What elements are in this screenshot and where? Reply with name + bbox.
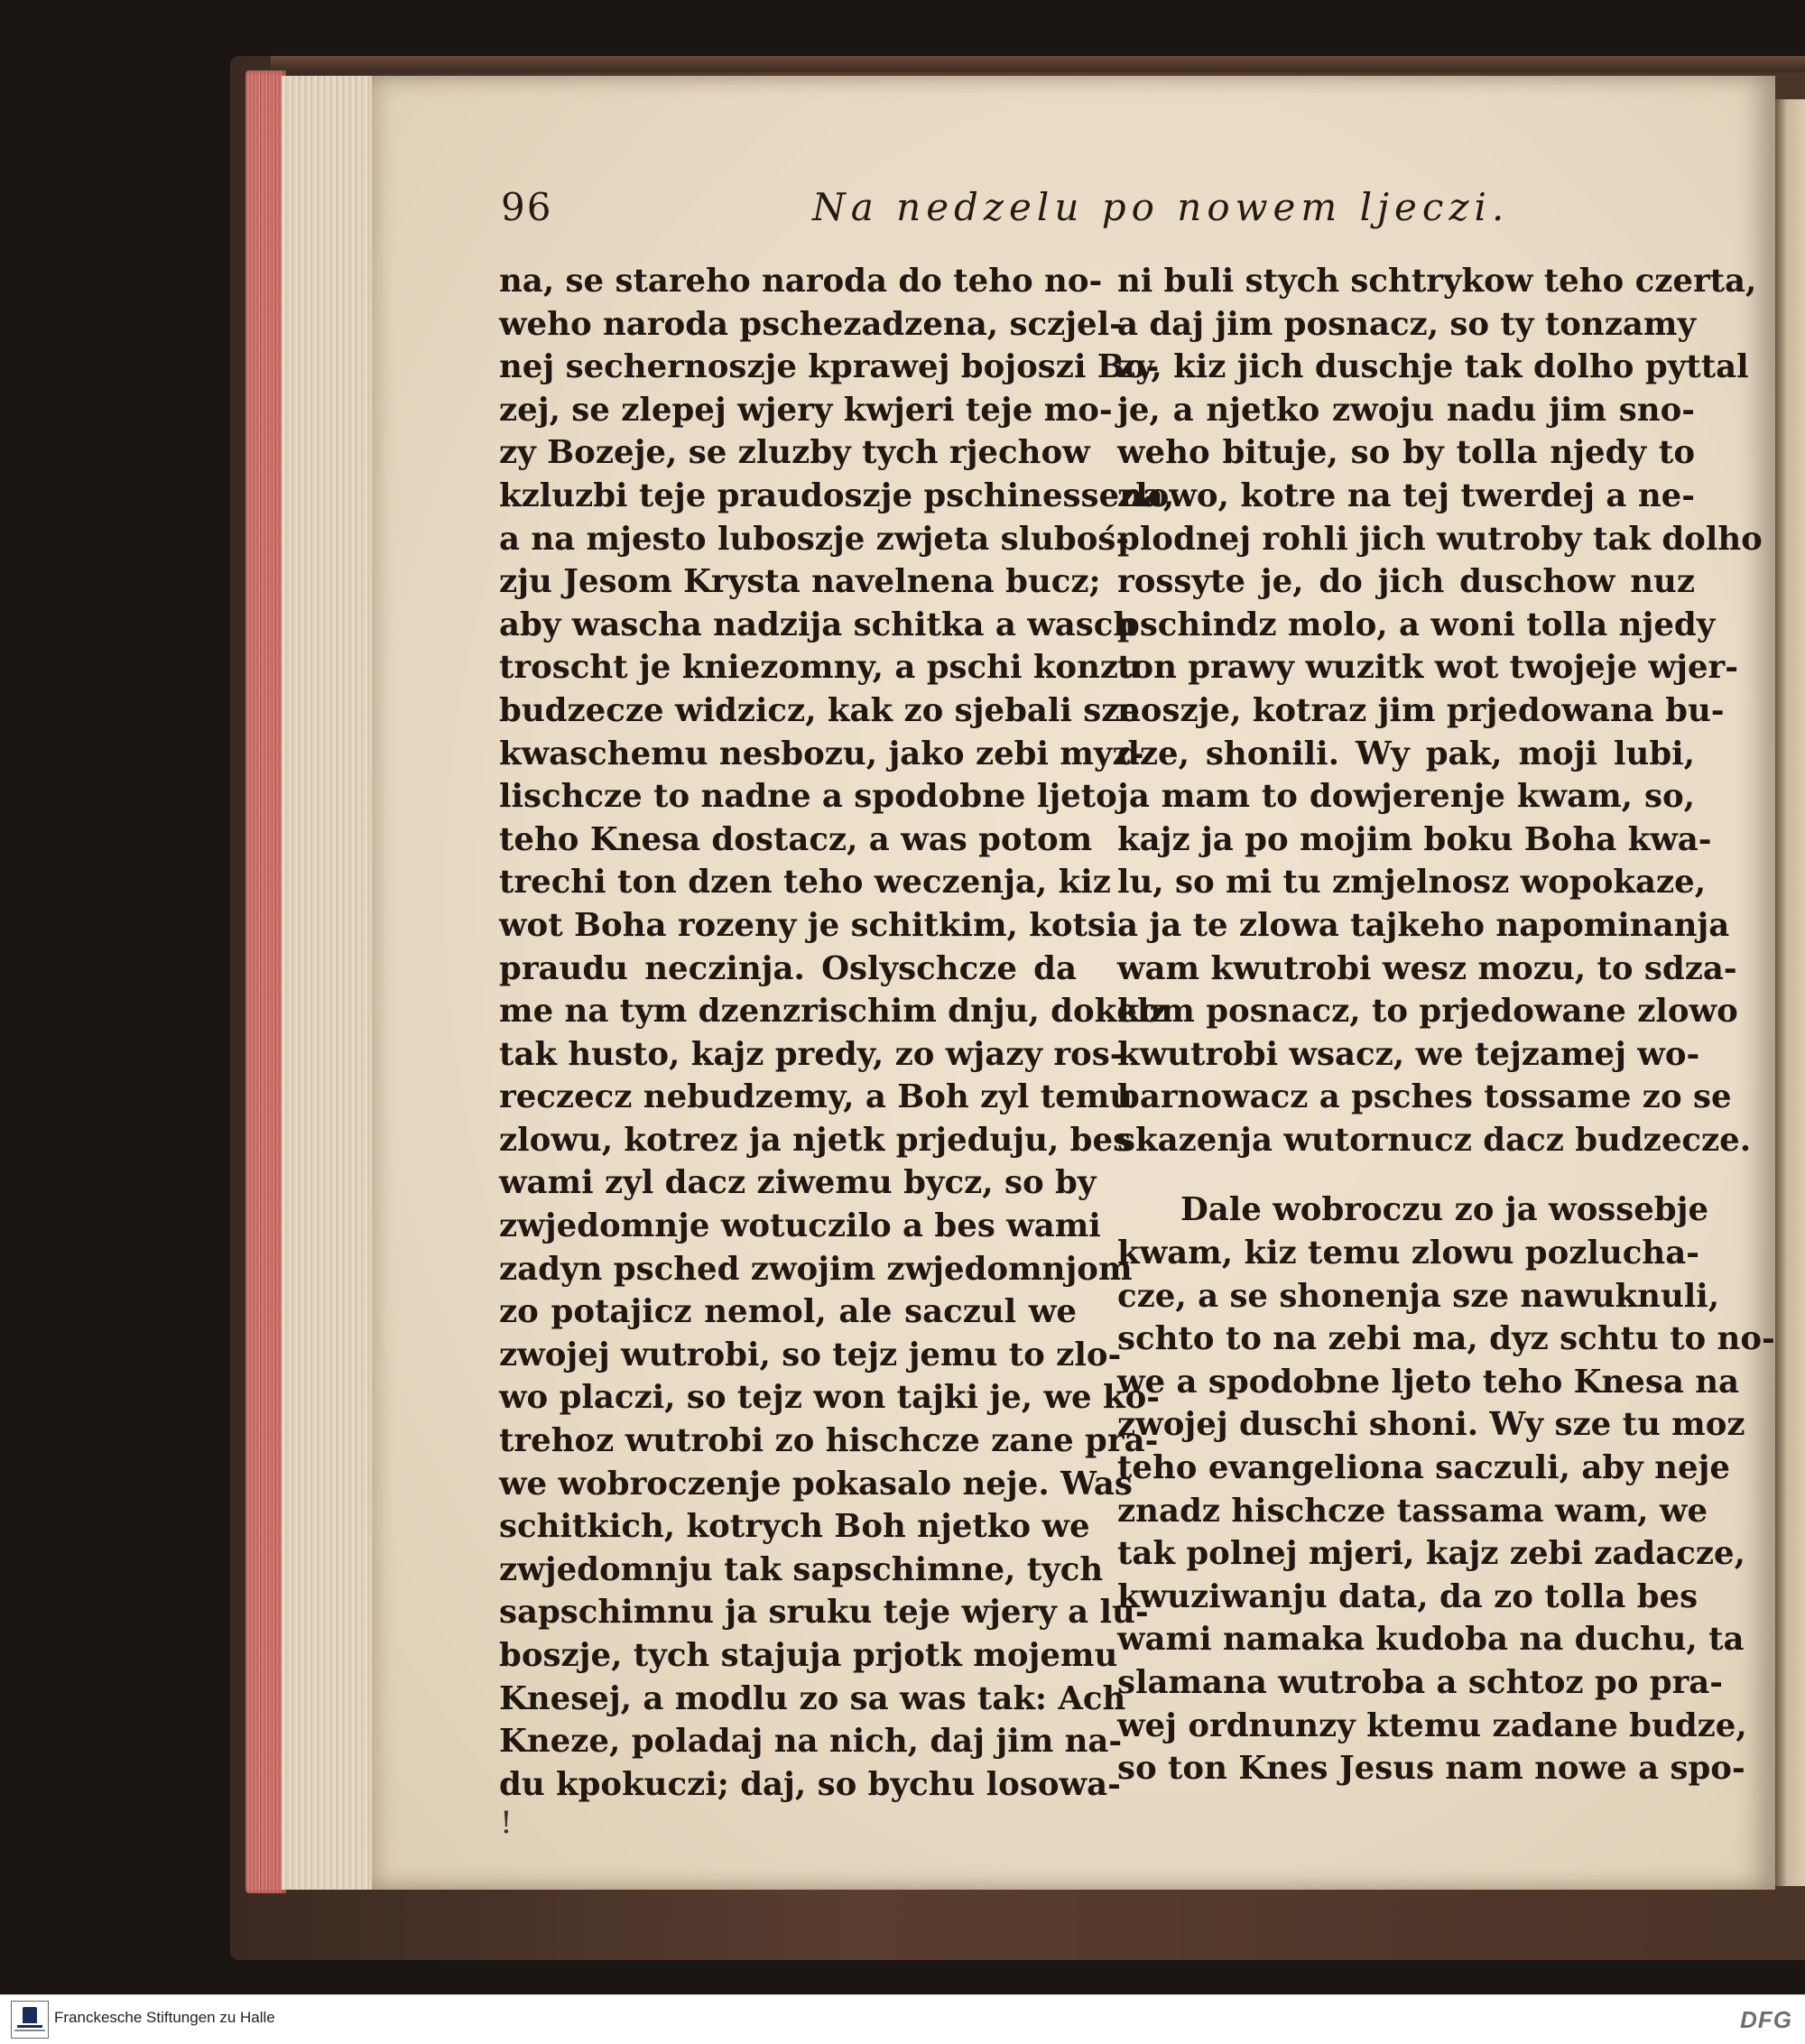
text-line: budzecze widzicz, kak zo sjebali sze — [499, 691, 1140, 729]
text-line: trechi ton dzen teho weczenja, kiz — [499, 864, 1111, 902]
text-line: skazenja wutornucz dacz budzecze. — [1117, 1121, 1752, 1159]
facing-page-edge — [1775, 99, 1805, 1886]
text-line: zadyn psched zwojim zwjedomnjom — [499, 1250, 1133, 1288]
text-line: wej ordnunzy ktemu zadane budze, — [1117, 1706, 1747, 1744]
page-header — [501, 185, 1719, 239]
text-line: zy, kiz jich duschje tak dolho pyttal — [1117, 348, 1749, 386]
text-line: Kneze, poladaj na nich, daj jim na- — [499, 1723, 1123, 1761]
text-line: schto to na zebi ma, dyz schtu to no- — [1117, 1320, 1775, 1358]
institution-name[interactable]: Franckesche Stiftungen zu Halle — [54, 2009, 275, 2026]
text-line: barnowacz a psches tossame zo se — [1117, 1078, 1732, 1116]
page-number: 96 — [501, 185, 553, 229]
text-line: a ja te zlowa tajkeho napominanja — [1117, 906, 1730, 944]
text-line: zy Bozeje, se zluzby tych rjechow — [499, 434, 1090, 472]
text-line: so ton Knes Jesus nam nowe a spo- — [1117, 1750, 1745, 1788]
text-line: zwjedomnje wotuczilo a bes wami — [499, 1207, 1101, 1245]
text-line: wam kwutrobi wesz mozu, to sdza- — [1117, 949, 1737, 987]
text-line: ja mam to dowjerenje kwam, so, — [1117, 778, 1695, 816]
text-line: kwuziwanju data, da zo tolla bes — [1117, 1577, 1699, 1615]
text-line: Knesej, a modlu zo sa was tak: Ach — [499, 1679, 1126, 1717]
right-text-column — [1117, 260, 1775, 1790]
stray-mark: ! — [500, 1805, 513, 1841]
text-line: kwutrobi wsacz, we tejzamej wo- — [1117, 1035, 1700, 1073]
text-line: schitkich, kotrych Boh njetko we — [499, 1508, 1090, 1546]
text-line: plodnej rohli jich wutroby tak dolho — [1117, 520, 1763, 558]
text-line: zwjedomnju tak sapschimne, tych — [499, 1550, 1104, 1588]
text-line: a na mjesto luboszje zwjeta sluboś- — [499, 520, 1130, 558]
text-line: praudu neczinja. Oslyschcze da — [499, 949, 1077, 987]
text-line: me na tym dzenzrischim dnju, dokelz — [499, 993, 1168, 1031]
text-line: boszje, tych stajuja prjotk mojemu — [499, 1637, 1118, 1674]
page-stack — [282, 76, 381, 1890]
text-line: nej sechernoszje kprawej bojoszi Bo- — [499, 348, 1160, 386]
text-line: zju Jesom Krysta navelnena bucz; — [499, 563, 1101, 601]
text-line: zwojej duschi shoni. Wy sze tu moz — [1117, 1406, 1745, 1444]
text-line: du kpokuczi; daj, so bychu losowa- — [499, 1765, 1121, 1803]
text-line: wot Boha rozeny je schitkim, kotsi — [499, 906, 1118, 944]
text-line: trehoz wutrobi zo hischcze zane pra- — [499, 1422, 1159, 1460]
text-line: teho Knesa dostacz, a was potom — [499, 820, 1093, 858]
text-line: na, se stareho naroda do teho no- — [499, 263, 1103, 300]
text-line: a daj jim posnacz, so ty tonzamy — [1117, 305, 1697, 343]
text-line: slamana wutroba a schtoz po pra- — [1117, 1664, 1724, 1701]
text-line: kom posnacz, to prjedowane zlowo — [1117, 993, 1738, 1031]
text-line: zwojej wutrobi, so tejz jemu to zlo- — [499, 1336, 1122, 1373]
text-line: lu, so mi tu zmjelnosz wopokaze, — [1117, 864, 1707, 902]
text-line: we a spodobne ljeto teho Knesa na — [1117, 1363, 1740, 1401]
text-line: kwaschemu nesbozu, jako zebi myz- — [499, 735, 1144, 772]
text-line: znadz hischcze tassama wam, we — [1117, 1492, 1708, 1530]
text-line: weho naroda pschezadzena, sczjel- — [499, 305, 1123, 343]
text-line: zlowu, kotrez ja njetk prjeduju, bes — [499, 1121, 1132, 1159]
cover-edge — [271, 56, 1805, 72]
institution-logo-icon[interactable] — [11, 2001, 49, 2039]
text-line: wami namaka kudoba na duchu, ta — [1117, 1621, 1745, 1659]
text-line: sapschimnu ja sruku teje wjery a lu- — [499, 1594, 1149, 1632]
text-line: kwam, kiz temu zlowu pozlucha- — [1117, 1235, 1699, 1272]
text-line: tak polnej mjeri, kajz zebi zadacze, — [1117, 1535, 1745, 1573]
dfg-logo[interactable]: DFG — [1740, 2006, 1792, 2033]
text-line: tak husto, kajz predy, zo wjazy ros- — [499, 1035, 1124, 1073]
text-line: zej, se zlepej wjery kwjeri teje mo- — [499, 391, 1113, 429]
text-line: pschindz molo, a woni tolla njedy — [1117, 606, 1716, 643]
text-line: noszje, kotraz jim prjedowana bu- — [1117, 691, 1725, 729]
paragraph-gap — [1117, 1161, 1695, 1188]
text-line: aby wascha nadzija schitka a wasch — [499, 606, 1137, 643]
viewer-footer — [0, 1994, 1805, 2044]
text-line: lischcze to nadne a spodobne ljeto — [499, 778, 1117, 816]
text-line: kzluzbi teje praudoszje pschinessena, — [499, 476, 1175, 514]
red-page-edges — [245, 70, 286, 1893]
text-line: troscht je kniezomny, a pschi konzu — [499, 649, 1142, 687]
text-line: cze, a se shonenja sze nawuknuli, — [1117, 1277, 1720, 1315]
running-title: Na nedzelu po nowem ljeczi. — [812, 185, 1510, 229]
left-text-column — [499, 260, 1175, 1806]
text-line: ni buli stych schtrykow teho czerta, — [1117, 263, 1757, 300]
text-line: teho evangeliona saczuli, aby neje — [1117, 1449, 1730, 1487]
text-line: wami zyl dacz ziwemu bycz, so by — [499, 1164, 1097, 1202]
text-line: we wobroczenje pokasalo neje. Was — [499, 1465, 1133, 1503]
text-line: reczecz nebudzemy, a Boh zyl temu — [499, 1078, 1134, 1116]
text-line: kajz ja po mojim boku Boha kwa- — [1117, 820, 1712, 858]
text-line: rossyte je, do jich duschow nuz — [1117, 563, 1695, 601]
text-line: weho bituje, so by tolla njedy to — [1117, 434, 1695, 472]
text-line: zlowo, kotre na tej twerdej a ne- — [1117, 476, 1695, 514]
text-line: Dale wobroczu zo ja wossebje — [1180, 1191, 1709, 1229]
text-line: dze, shonili. Wy pak, moji lubi, — [1117, 735, 1695, 772]
text-line: wo placzi, so tejz won tajki je, we ko- — [499, 1379, 1161, 1417]
text-line: zo potajicz nemol, ale saczul we — [499, 1293, 1077, 1331]
text-line: je, a njetko zwoju nadu jim sno- — [1117, 391, 1695, 429]
text-line: ton prawy wuzitk wot twojeje wjer- — [1117, 649, 1738, 687]
